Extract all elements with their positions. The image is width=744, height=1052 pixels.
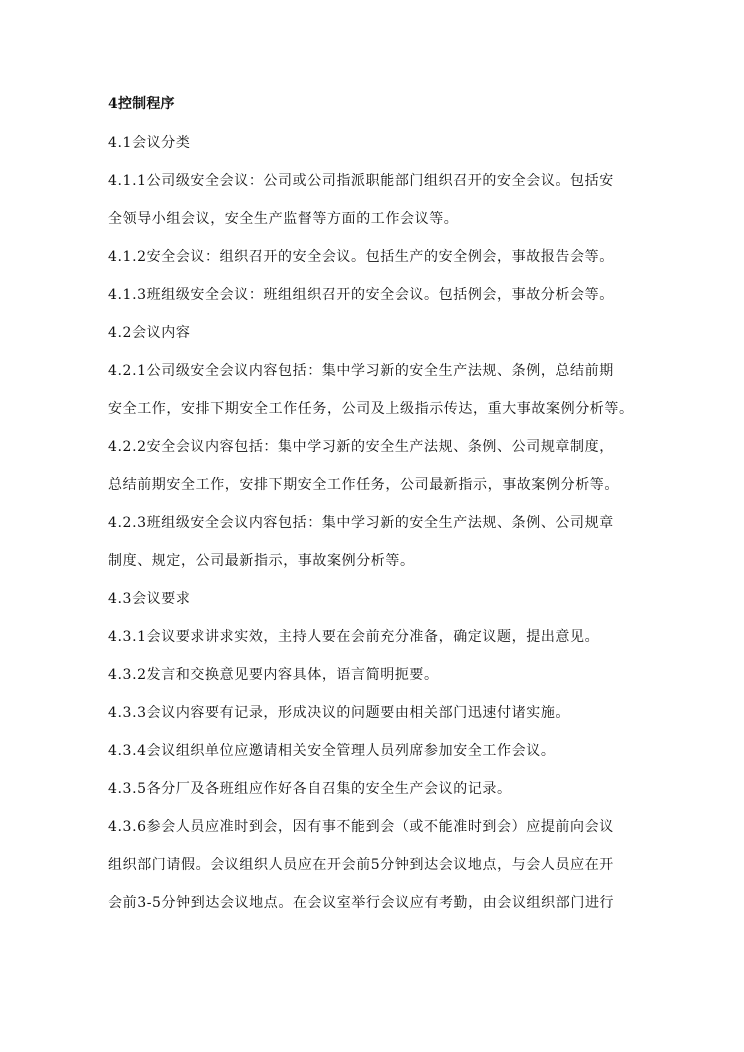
paragraph-line: 组织部门请假。会议组织人员应在开会前5分钟到达会议地点，与会人员应在开 xyxy=(108,857,614,873)
paragraph-line: 4.3.5各分厂及各班组应作好各自召集的安全生产会议的记录。 xyxy=(108,781,512,797)
paragraph-line: 4.3.2发言和交换意见要内容具体，语言简明扼要。 xyxy=(108,667,439,683)
paragraph-line: 4.1.3班组级安全会议：班组组织召开的安全会议。包括例会，事故分析会等。 xyxy=(108,287,614,303)
paragraph-line: 4.1.1公司级安全会议：公司或公司指派职能部门组织召开的安全会议。包括安 xyxy=(108,173,614,189)
paragraph-line: 4.3.1会议要求讲求实效，主持人要在会前充分准备，确定议题，提出意见。 xyxy=(108,629,600,645)
paragraph-line: 4.2.1公司级安全会议内容包括：集中学习新的安全生产法规、条例，总结前期 xyxy=(108,363,614,379)
paragraph-line: 4.3.4会议组织单位应邀请相关安全管理人员列席参加安全工作会议。 xyxy=(108,743,556,759)
subsection-heading: 4.1会议分类 xyxy=(108,135,191,151)
paragraph-line: 总结前期安全工作，安排下期安全工作任务，公司最新指示，事故案例分析等。 xyxy=(108,477,619,493)
paragraph-line: 4.1.2安全会议：组织召开的安全会议。包括生产的安全例会，事故报告会等。 xyxy=(108,249,614,265)
paragraph-line: 全领导小组会议，安全生产监督等方面的工作会议等。 xyxy=(108,211,459,227)
section-heading: 4控制程序 xyxy=(108,96,175,112)
paragraph-line: 4.2.3班组级安全会议内容包括：集中学习新的安全生产法规、条例、公司规章 xyxy=(108,515,614,531)
paragraph-line: 4.3.6参会人员应准时到会，因有事不能到会（或不能准时到会）应提前向会议 xyxy=(108,819,614,835)
paragraph-line: 4.3.3会议内容要有记录，形成决议的问题要由相关部门迅速付诸实施。 xyxy=(108,705,571,721)
paragraph-line: 4.2.2安全会议内容包括：集中学习新的安全生产法规、条例、公司规章制度， xyxy=(108,439,614,455)
paragraph-line: 安全工作，安排下期安全工作任务，公司及上级指示传达，重大事故案例分析等。 xyxy=(108,401,634,417)
subsection-heading: 4.3会议要求 xyxy=(108,591,191,607)
subsection-heading: 4.2会议内容 xyxy=(108,325,191,341)
paragraph-line: 制度、规定，公司最新指示，事故案例分析等。 xyxy=(108,553,415,569)
paragraph-line: 会前3-5分钟到达会议地点。在会议室举行会议应有考勤，由会议组织部门进行 xyxy=(108,895,615,911)
